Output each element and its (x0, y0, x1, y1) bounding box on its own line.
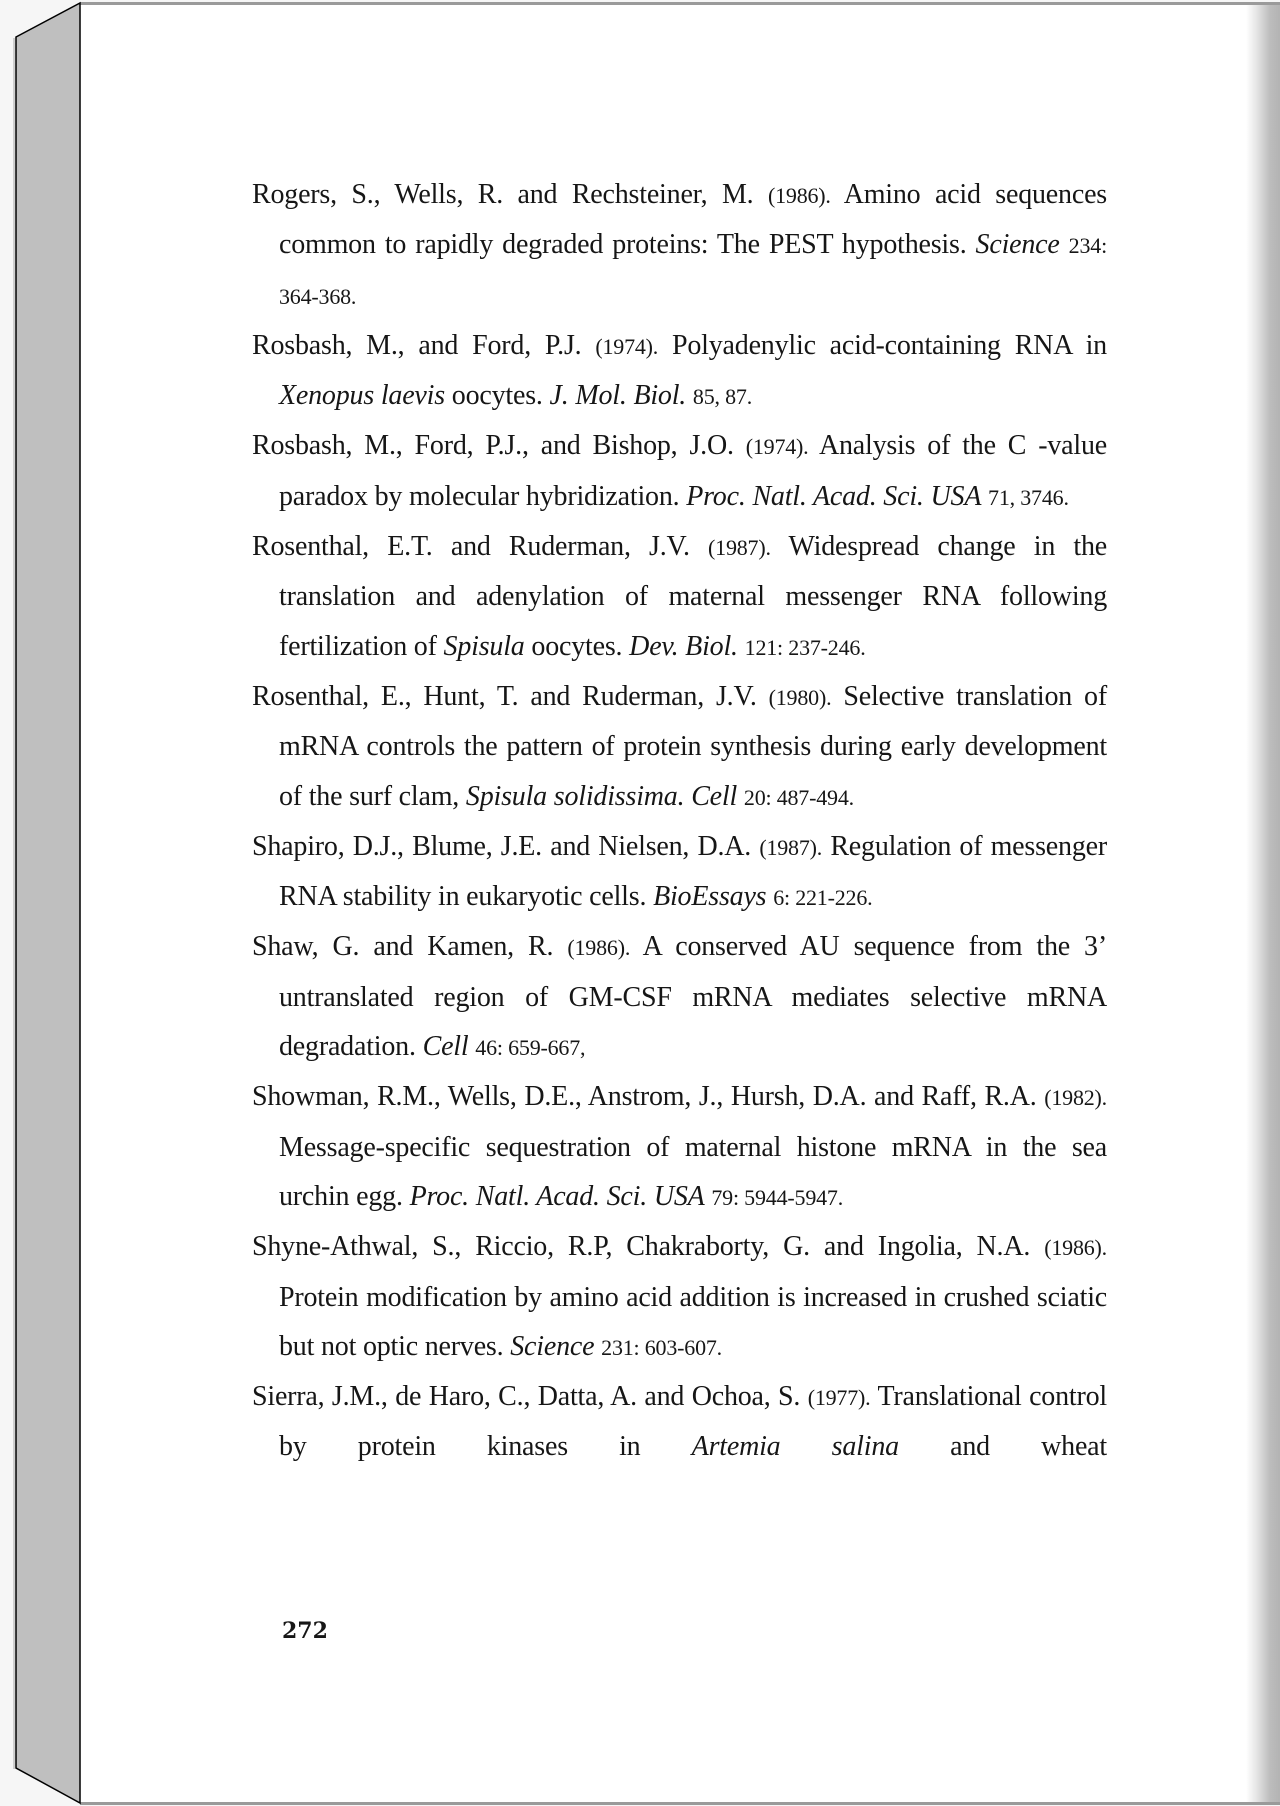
ref-authors: Shapiro, D.J., Blume, J.E. and Nielsen, D.A. (252, 830, 752, 862)
ref-authors: Rosbash, M., and Ford, P.J. (252, 329, 582, 361)
ref-year: (1986). (767, 183, 831, 208)
ref-title: Message-specific sequestration of maternal histone mRNA in the sea urchin egg. (279, 1131, 1107, 1212)
ref-title: Polyadenylic acid-containing RNA in (672, 329, 1107, 361)
ref-citation: 20: 487-494. (743, 784, 854, 810)
reference-item (252, 1072, 1107, 1222)
reference-item (252, 922, 1107, 1072)
ref-title-cont: and wheat (950, 1431, 1107, 1463)
ref-title: Amino acid sequences common to rapidly degraded proteins: The PEST hypothesis. (279, 179, 1107, 261)
ref-journal: Science (510, 1330, 595, 1362)
ref-authors: Shaw, G. and Kamen, R. (252, 931, 554, 963)
ref-journal: Science (975, 229, 1060, 261)
ref-citation: 6: 221-226. (773, 885, 873, 911)
ref-title: Regulation of messenger RNA stability in eukaryotic cells. (279, 830, 1107, 913)
ref-authors: Rosenthal, E., Hunt, T. and Ruderman, J.V. (252, 680, 757, 712)
reference-item (252, 672, 1107, 822)
ref-title-cont: oocytes. (531, 630, 623, 662)
ref-journal: Proc. Natl. Acad. Sci. USA (686, 480, 982, 512)
ref-citation: 85, 87. (692, 384, 753, 410)
ref-authors: Rosenthal, E.T. and Ruderman, J.V. (252, 531, 690, 563)
ref-title: Widespread change in the translation and adenylation of maternal messenger RNA following fertilization of (279, 531, 1107, 662)
reference-item (252, 321, 1107, 422)
ref-year: (1980). (768, 684, 832, 710)
ref-species: Spisula (443, 630, 525, 662)
ref-year: (1982). (1044, 1085, 1107, 1111)
ref-title: A conserved AU sequence from the 3’ untranslated region of GM-CSF mRNA mediates selective mRNA degradation. (279, 931, 1107, 1063)
reference-item (252, 421, 1107, 522)
ref-journal: Cell (691, 780, 738, 812)
ref-journal: Proc. Natl. Acad. Sci. USA (409, 1180, 705, 1212)
ref-authors: Showman, R.M., Wells, D.E., Anstrom, J., Hursh, D.A. and Raff, R.A. (252, 1081, 1037, 1113)
ref-authors: Sierra, J.M., de Haro, C., Datta, A. and Ochoa, S. (252, 1381, 801, 1413)
ref-year: (1977). (807, 1385, 871, 1411)
ref-species: Spisula solidissima. (465, 780, 685, 812)
ref-citation: 231: 603-607. (601, 1334, 722, 1360)
ref-authors: Rogers, S., Wells, R. and Rechsteiner, M. (252, 179, 754, 210)
ref-citation: 234: 364-368. (279, 233, 1107, 309)
ref-citation: 71, 3746. (988, 484, 1069, 510)
ref-title: Protein modification by amino acid addition is increased in crushed sciatic but not optic nerves. (279, 1281, 1107, 1362)
ref-title: Translational control by protein kinases in (279, 1381, 1107, 1463)
ref-year: (1974). (745, 434, 809, 460)
reference-item (252, 822, 1107, 923)
ref-year: (1987). (759, 834, 823, 860)
reference-list (252, 170, 1107, 1472)
ref-year: (1986). (567, 935, 631, 961)
ref-species: Xenopus laevis (279, 380, 445, 412)
reference-item (252, 522, 1107, 672)
reference-item (252, 170, 1107, 321)
ref-year: (1986). (1044, 1235, 1107, 1261)
ref-citation: 79: 5944-5947. (711, 1184, 844, 1210)
ref-journal: Dev. Biol. (629, 630, 738, 662)
ref-year: (1987). (708, 535, 771, 561)
ref-journal: BioEssays (653, 881, 767, 913)
reference-item (252, 1222, 1107, 1372)
page-number: 272 (282, 1618, 328, 1644)
ref-title: Selective translation of mRNA controls the pattern of protein synthesis during early development of the surf clam, (279, 680, 1107, 812)
ref-journal: J. Mol. Biol. (549, 380, 687, 412)
ref-title-cont: oocytes. (451, 380, 543, 412)
ref-citation: 46: 659-667, (475, 1035, 586, 1061)
ref-journal: Cell (422, 1031, 469, 1063)
ref-authors: Rosbash, M., Ford, P.J., and Bishop, J.O. (252, 430, 734, 462)
ref-species: Artemia salina (691, 1431, 899, 1463)
ref-year: (1974). (595, 333, 659, 359)
ref-title: Analysis of the C -value paradox by molecular hybridization. (279, 430, 1107, 512)
ref-authors: Shyne-Athwal, S., Riccio, R.P, Chakraborty, G. and Ingolia, N.A. (252, 1231, 1031, 1263)
ref-citation: 121: 237-246. (744, 634, 866, 660)
reference-item (252, 1372, 1107, 1472)
